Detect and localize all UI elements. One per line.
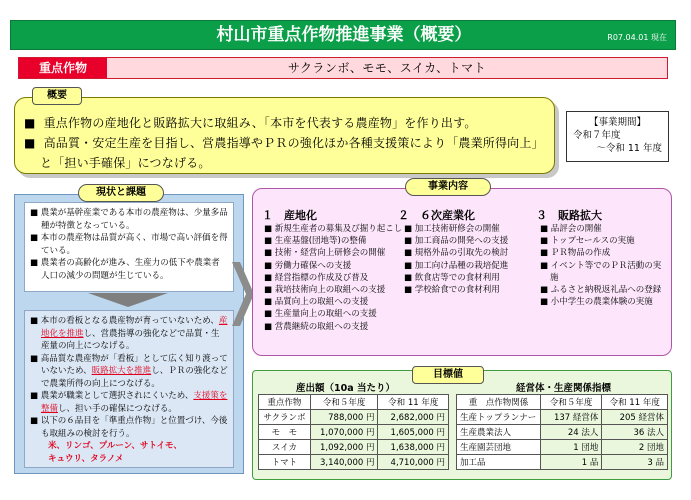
- table-header: 重 点作物関係: [457, 395, 541, 410]
- overview-tag: 概要: [32, 87, 82, 105]
- indicator-cell: 生産園芸団地: [457, 440, 541, 455]
- current-issues-tag: 現状と課題: [78, 184, 164, 202]
- table-row: [457, 455, 668, 470]
- table-row: [259, 440, 449, 455]
- entities-table-caption: 経営体・生産関係指標: [516, 383, 612, 394]
- value-cell: 137 経営体: [540, 410, 601, 425]
- situation-item: ■ 本市の農産物は品質が高く、市場で高い評価を得ている。: [30, 233, 228, 256]
- value-cell: 1,092,000 円: [310, 440, 378, 455]
- right-arrow-icon: [232, 262, 254, 326]
- project-content-tag: 事業内容: [405, 178, 491, 196]
- table-header: 令和 11 年度: [378, 395, 449, 410]
- list-item: ■ 新規生産者の募集及び掘り起こし: [264, 224, 403, 234]
- value-cell: 1,070,000 円: [310, 425, 378, 440]
- crop-cell: スイカ: [259, 440, 311, 455]
- crop-cell: サクランボ: [259, 410, 311, 425]
- list-item: ■ ふるさと納税返礼品への登録: [540, 285, 662, 296]
- page-title: 村山市重点作物推進事業（概要）: [216, 25, 472, 45]
- list-item: ■ 加工向け品種の栽培促進: [404, 260, 509, 271]
- list-item: ■ 生産量向上の取組への支援: [264, 309, 377, 320]
- table-header: 令和５年度: [540, 395, 601, 410]
- list-item: ■ 労働力確保への支援: [264, 260, 352, 271]
- sub-priority-crops-1: 米、リンゴ、プルーン、サトイモ、: [48, 441, 182, 451]
- entities-indicator-table: [456, 394, 668, 470]
- table-header-row: [259, 395, 449, 410]
- col-production-area-list: [264, 223, 406, 333]
- col-sixth-industry-list: [404, 223, 528, 296]
- value-cell: 788,000 円: [310, 410, 378, 425]
- priority-crop-label: 重点作物: [19, 58, 107, 78]
- value-cell: 1,605,000 円: [378, 425, 449, 440]
- list-item: ■ 学校給食での食材利用: [404, 285, 500, 296]
- priority-crop-row: [18, 57, 668, 79]
- table-row: [259, 455, 449, 470]
- col-sales-channel-list: [540, 223, 666, 308]
- value-cell: 2,682,000 円: [378, 410, 449, 425]
- crop-cell: モ モ: [259, 425, 311, 440]
- issues-response-box: [24, 310, 234, 468]
- output-table-caption: 産出額（10a 当たり）: [296, 383, 395, 394]
- list-item: ■ 経営指標の作成及び普及: [264, 272, 369, 283]
- indicator-cell: 生産農業法人: [457, 425, 541, 440]
- col-sixth-industry-heading: ２ ６次産業化: [398, 209, 475, 222]
- list-item: ■ イベント等でのＰＲ活動の実施: [540, 260, 662, 283]
- bullet-icon: ■: [24, 116, 36, 130]
- overview-text-1: 重点作物の産地化と販路拡大に取組み、「本市を代表する農産物」を作り出す。: [43, 116, 477, 130]
- value-cell: 1 品: [540, 455, 601, 470]
- priority-crop-list: サクランボ、モモ、スイカ、トマト: [287, 61, 487, 75]
- col-production-area-heading: １ 産地化: [262, 209, 317, 222]
- value-cell: 1,638,000 円: [378, 440, 449, 455]
- table-row: [457, 425, 668, 440]
- list-item: ■ 品質向上の取組への支援: [264, 297, 369, 308]
- list-item: ■ 加工商品の開発への支援: [404, 236, 509, 247]
- sub-priority-crops-2: キュウリ、タラノメ: [48, 453, 124, 464]
- table-row: [457, 410, 668, 425]
- list-item: ■ 飲食店等での食材利用: [404, 272, 500, 283]
- table-row: [259, 410, 449, 425]
- period-heading: 【事業期間】: [588, 117, 646, 128]
- table-header-row: [457, 395, 668, 410]
- situation-item: ■ 農業者の高齢化が進み、生産力の低下や農業者人口の減少の問題が生じている。: [30, 258, 220, 281]
- overview-text-2: 高品質・安定生産を目指し、営農指導やＰＲの強化ほか各種支援策により「農業所得向上」: [43, 136, 544, 150]
- issue-item: ■ 農業が職業として選択されにくいため、支援策を整備し、担い手の確保につなげる。: [30, 391, 228, 414]
- list-item: ■ ＰＲ物品の作成: [540, 248, 611, 259]
- as-of-date: R07.04.01 現在: [607, 33, 667, 42]
- value-cell: 205 経営体: [602, 410, 668, 425]
- col-sales-channel-heading: ３ 販路拡大: [536, 209, 602, 222]
- issue-item: ■ 本市の看板となる農産物が育っていないため、産地化を推進し、営農指導の強化などで品質・生産量の向上につなげる。: [30, 316, 228, 351]
- list-item: ■ 営農継続の取組への支援: [264, 321, 369, 332]
- period-end: ～令和 11 年度: [596, 143, 662, 154]
- indicator-cell: 生産トップランナー: [457, 410, 541, 425]
- value-cell: 3,140,000 円: [310, 455, 378, 470]
- list-item: ■ 規格外品の引取先の検討: [404, 248, 509, 259]
- list-item: ■ 生産基盤(団地等)の整備: [264, 236, 367, 247]
- list-item: ■ 加工技術研修会の開催: [404, 224, 500, 234]
- output-value-table: [258, 394, 449, 470]
- table-header: 重点作物: [259, 395, 311, 410]
- list-item: ■ 栽培技術向上の取組への支援: [264, 285, 386, 296]
- table-header: 令和５年度: [310, 395, 378, 410]
- issue-item: ■ 以下の６品目を「準重点作物」と位置づけ、今後も取組みの検討を行う。: [30, 416, 228, 439]
- overview-line-2: [24, 134, 544, 151]
- overview-line-3: と「担い手確保」につなげる。: [40, 156, 211, 170]
- period-start: 令和７年度: [573, 130, 621, 141]
- list-item: ■ 品評会の開催: [540, 224, 602, 234]
- title-bar: [10, 20, 676, 50]
- list-item: ■ トップセールスの実施: [540, 236, 635, 247]
- value-cell: 36 法人: [602, 425, 668, 440]
- overview-line-1: [24, 114, 477, 131]
- crop-cell: トマト: [259, 455, 311, 470]
- current-situation-box: [24, 202, 234, 292]
- list-item: ■ 小中学生の農業体験の実施: [540, 297, 653, 308]
- down-arrow-icon: [88, 293, 168, 307]
- indicator-cell: 加工品: [457, 455, 541, 470]
- target-values-tag: 目標値: [412, 366, 484, 384]
- list-item: ■ 技術・経営向上研修会の開催: [264, 248, 386, 259]
- value-cell: 2 団地: [602, 440, 668, 455]
- bullet-icon: ■: [24, 136, 36, 150]
- value-cell: 4,710,000 円: [378, 455, 449, 470]
- situation-item: ■ 農業が基幹産業である本市の農産物は、少量多品種が特徴となっている。: [30, 208, 228, 231]
- table-row: [259, 425, 449, 440]
- table-header: 令和 11 年度: [602, 395, 668, 410]
- issue-item: ■ 高品質な農産物が「看板」として広く知り渡っていないため、販路拡大を推進し、ＰＲの強化などで農業所得の向上につなげる。: [30, 353, 228, 389]
- project-period-box: [566, 111, 669, 162]
- table-row: [457, 440, 668, 455]
- value-cell: 3 品: [602, 455, 668, 470]
- value-cell: 1 団地: [540, 440, 601, 455]
- value-cell: 24 法人: [540, 425, 601, 440]
